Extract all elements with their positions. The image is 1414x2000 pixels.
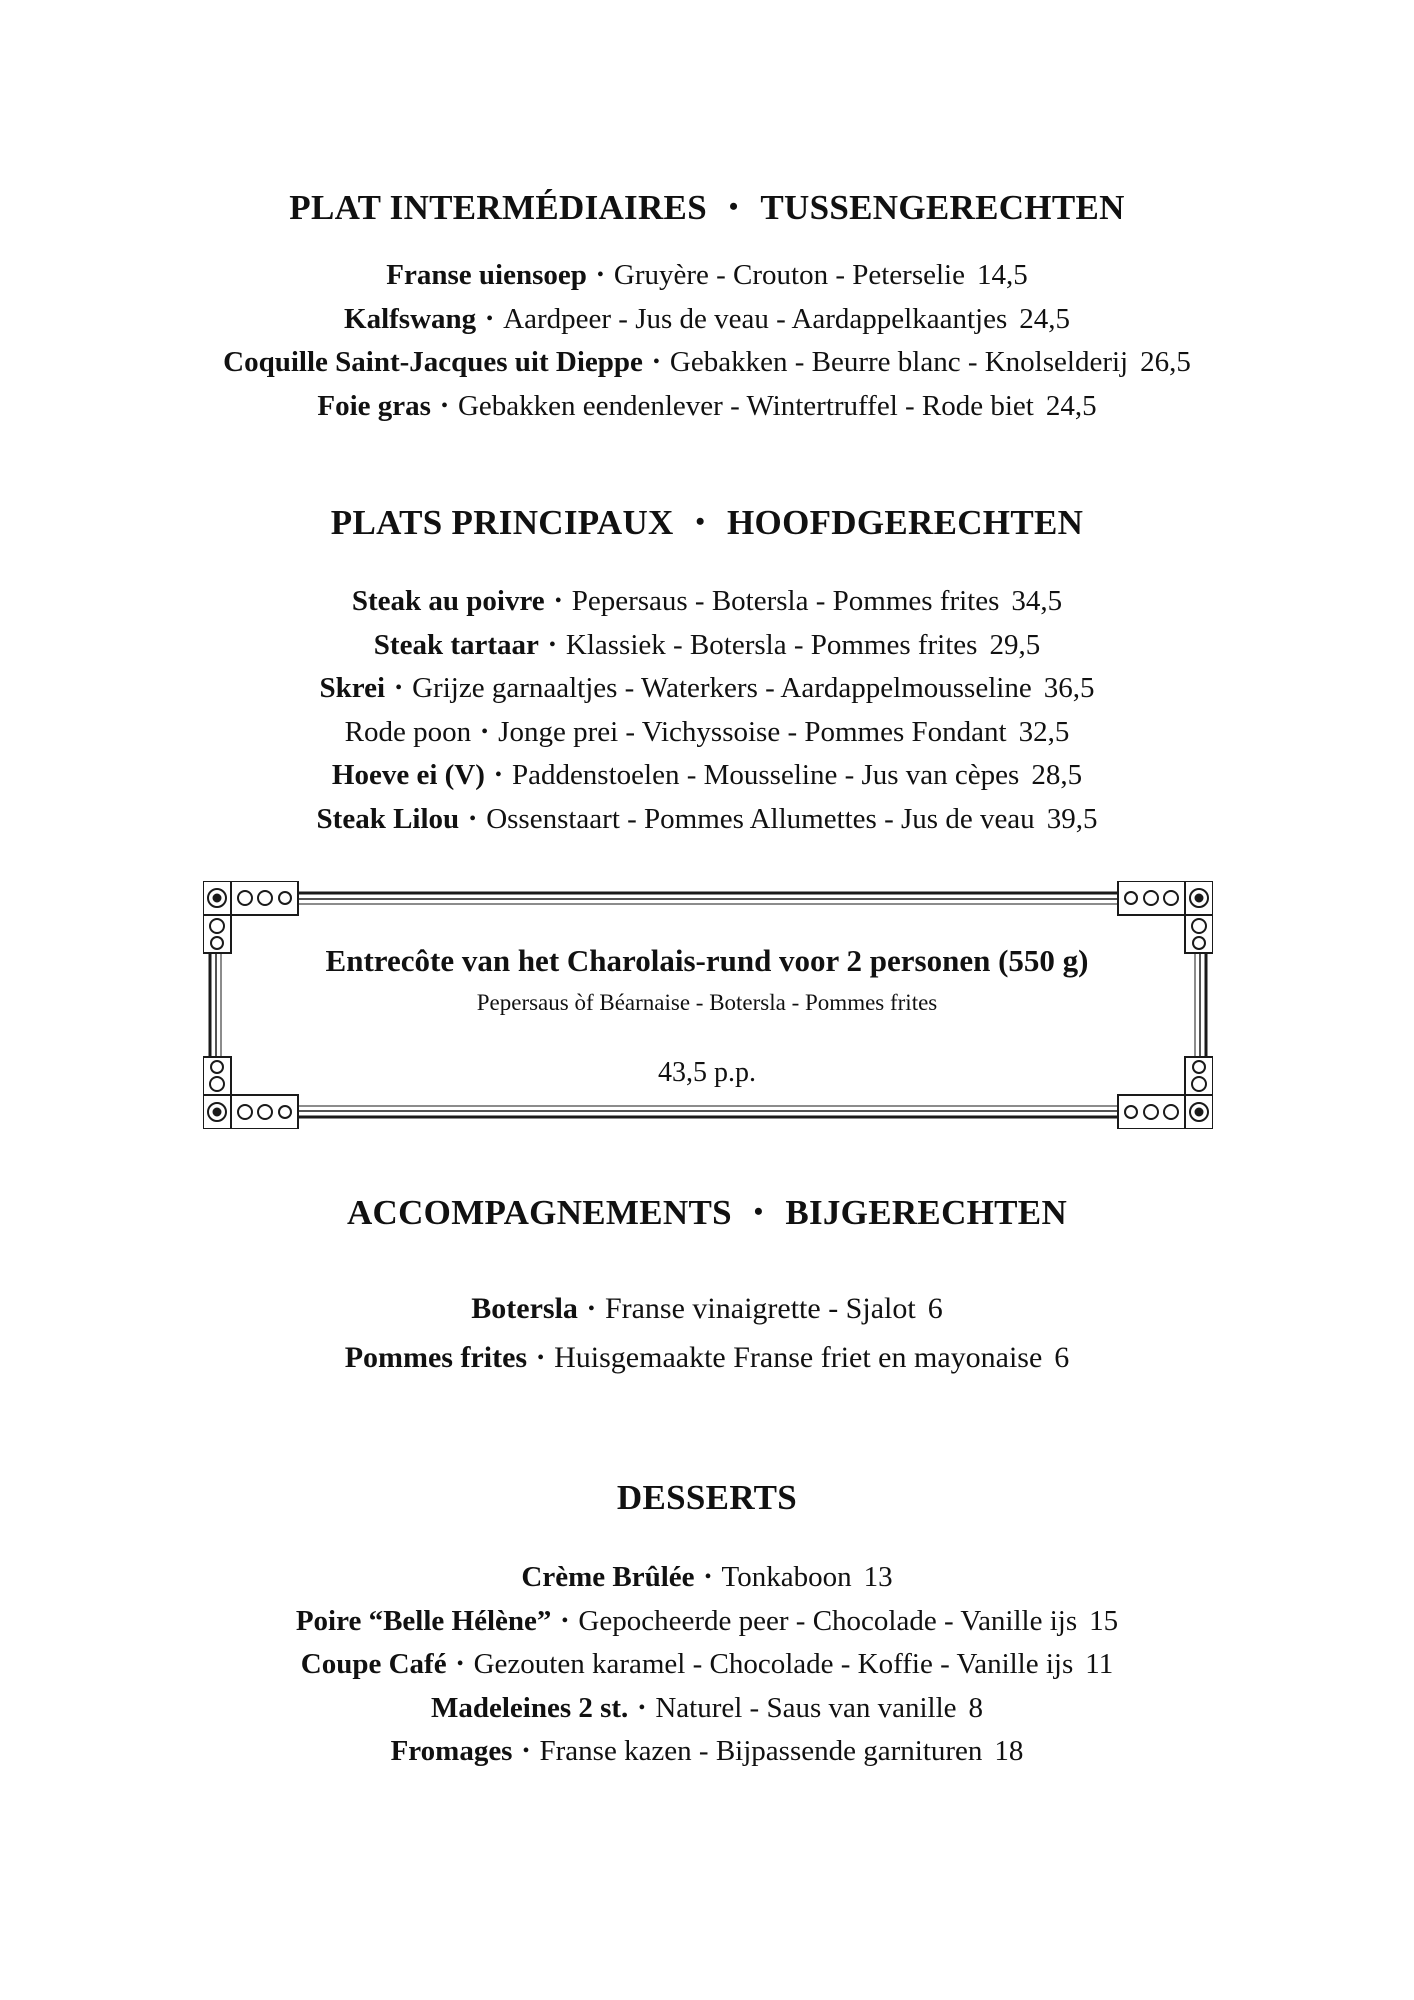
dish-price: 39,5 <box>1046 802 1098 835</box>
section-title-hoofdgerechten <box>0 503 1414 543</box>
bullet-separator: • <box>469 807 477 830</box>
dish-description: Franse kazen - Bijpassende garnituren <box>539 1735 983 1767</box>
dish-price: 29,5 <box>989 628 1041 661</box>
dish-price: 24,5 <box>1019 302 1070 335</box>
bullet-separator: • <box>652 351 660 373</box>
bullet-separator: • <box>522 1740 530 1762</box>
section-title-nl: TUSSENGERECHTEN <box>760 188 1125 227</box>
menu-item <box>0 754 1414 798</box>
dish-description: Paddenstoelen - Mousseline - Jus van cèpes <box>511 759 1020 791</box>
dish-price: 34,5 <box>1011 585 1063 617</box>
bullet-separator: • <box>456 1653 464 1675</box>
bullet-separator: • <box>548 633 556 656</box>
bullet-separator: • <box>494 764 502 786</box>
menu-item <box>0 254 1414 298</box>
section-title-desserts <box>0 1478 1414 1518</box>
menu-list-desserts <box>0 1556 1414 1774</box>
section-title-tussengerechten <box>0 188 1414 228</box>
dish-description: Naturel - Saus van vanille <box>655 1691 957 1724</box>
menu-list-tussengerechten <box>0 254 1414 428</box>
dish-description: Pepersaus - Botersla - Pommes frites <box>571 585 1000 617</box>
dish-price: 18 <box>994 1735 1024 1767</box>
dish-price: 15 <box>1089 1604 1119 1637</box>
menu-item <box>0 1730 1414 1774</box>
section-title-fr: ACCOMPAGNEMENTS <box>346 1193 732 1232</box>
dish-name: Steak Lilou <box>316 802 460 835</box>
bullet-separator: • <box>440 394 448 417</box>
menu-item <box>0 1556 1414 1600</box>
menu-item <box>0 341 1414 385</box>
dish-price: 24,5 <box>1045 389 1097 422</box>
dish-name: Hoeve ei (V) <box>331 759 485 791</box>
section-title-fr: PLATS PRINCIPAUX <box>330 503 674 542</box>
menu-list-hoofdgerechten <box>0 580 1414 841</box>
menu-list-bijgerechten <box>0 1284 1414 1382</box>
dish-name: Crème Brûlée <box>521 1561 695 1593</box>
menu-item <box>0 385 1414 429</box>
section-title-separator: • <box>753 1197 764 1226</box>
menu-item <box>0 580 1414 624</box>
bullet-separator: • <box>554 590 562 612</box>
dish-name: Steak au poivre <box>351 585 545 617</box>
dish-name: Coupe Café <box>300 1648 447 1680</box>
menu-item <box>0 667 1414 711</box>
dish-description: Klassiek - Botersla - Pommes frites <box>565 628 978 661</box>
dish-name: Madeleines 2 st. <box>430 1691 629 1724</box>
dish-description: Jonge prei - Vichyssoise - Pommes Fondant <box>498 715 1007 748</box>
special-dish-title: Entrecôte van het Charolais-rund voor 2 personen (550 g) <box>325 943 1089 978</box>
dish-price: 11 <box>1085 1648 1114 1680</box>
section-title-bijgerechten <box>0 1193 1414 1233</box>
dish-name: Skrei <box>319 672 386 704</box>
menu-item <box>0 1687 1414 1731</box>
dish-name: Poire “Belle Hélène” <box>295 1604 552 1637</box>
dish-price: 6 <box>927 1292 943 1325</box>
dish-name: Foie gras <box>317 389 431 422</box>
section-title-fr: PLAT INTERMÉDIAIRES <box>289 188 707 227</box>
dish-name: Botersla <box>471 1292 578 1325</box>
section-title-separator: • <box>728 192 739 221</box>
bullet-separator: • <box>537 1347 545 1369</box>
dish-name: Rode poon <box>344 715 472 748</box>
menu-item <box>0 1333 1414 1382</box>
dish-price: 26,5 <box>1140 346 1191 378</box>
dish-description: Grijze garnaaltjes - Waterkers - Aardappelmousseline <box>412 672 1032 704</box>
section-title-nl: BIJGERECHTEN <box>785 1193 1068 1232</box>
menu-item <box>0 798 1414 842</box>
dish-description: Gepocheerde peer - Chocolade - Vanille ijs <box>578 1604 1078 1637</box>
special-dish-description: Pepersaus òf Béarnaise - Botersla - Pommes frites <box>476 990 938 1015</box>
dish-description: Huisgemaakte Franse friet en mayonaise <box>554 1341 1043 1374</box>
dish-price: 36,5 <box>1043 672 1095 704</box>
dish-price: 14,5 <box>976 259 1028 291</box>
bullet-separator: • <box>596 264 604 286</box>
dish-name: Fromages <box>390 1735 513 1767</box>
menu-item <box>0 1284 1414 1333</box>
dish-name: Coquille Saint-Jacques uit Dieppe <box>223 346 643 378</box>
section-title-separator: • <box>695 507 706 536</box>
dish-price: 32,5 <box>1018 715 1070 748</box>
dish-description: Gebakken - Beurre blanc - Knolselderij <box>669 346 1129 378</box>
dish-description: Tonkaboon <box>721 1561 852 1593</box>
bullet-separator: • <box>704 1566 712 1588</box>
special-dish-price: 43,5 p.p. <box>658 1057 756 1088</box>
bullet-separator: • <box>486 307 494 330</box>
dish-name: Pommes frites <box>344 1341 528 1374</box>
menu-item <box>0 1600 1414 1644</box>
bullet-separator: • <box>395 677 403 699</box>
dish-price: 13 <box>863 1561 893 1593</box>
bullet-separator: • <box>561 1609 569 1632</box>
dish-description: Gebakken eendenlever - Wintertruffel - Rode biet <box>457 389 1034 422</box>
menu-item <box>0 298 1414 342</box>
dish-description: Gruyère - Crouton - Peterselie <box>613 259 965 291</box>
menu-item <box>0 624 1414 668</box>
dish-price: 6 <box>1054 1341 1070 1374</box>
dish-description: Gezouten karamel - Chocolade - Koffie - Vanille ijs <box>473 1648 1074 1680</box>
bullet-separator: • <box>638 1696 646 1719</box>
dish-name: Franse uiensoep <box>386 259 587 291</box>
section-title-nl: HOOFDGERECHTEN <box>727 503 1084 542</box>
dish-description: Ossenstaart - Pommes Allumettes - Jus de veau <box>486 802 1035 835</box>
bullet-separator: • <box>481 720 489 743</box>
menu-item <box>0 1643 1414 1687</box>
bullet-separator: • <box>587 1298 595 1320</box>
dish-description: Franse vinaigrette - Sjalot <box>604 1292 916 1325</box>
dish-name: Kalfswang <box>344 302 477 335</box>
dish-price: 28,5 <box>1031 759 1083 791</box>
section-title-text: DESSERTS <box>616 1478 798 1517</box>
dish-price: 8 <box>968 1691 984 1724</box>
menu-item <box>0 711 1414 755</box>
dish-description: Aardpeer - Jus de veau - Aardappelkaantjes <box>503 302 1008 335</box>
dish-name: Steak tartaar <box>373 628 539 661</box>
